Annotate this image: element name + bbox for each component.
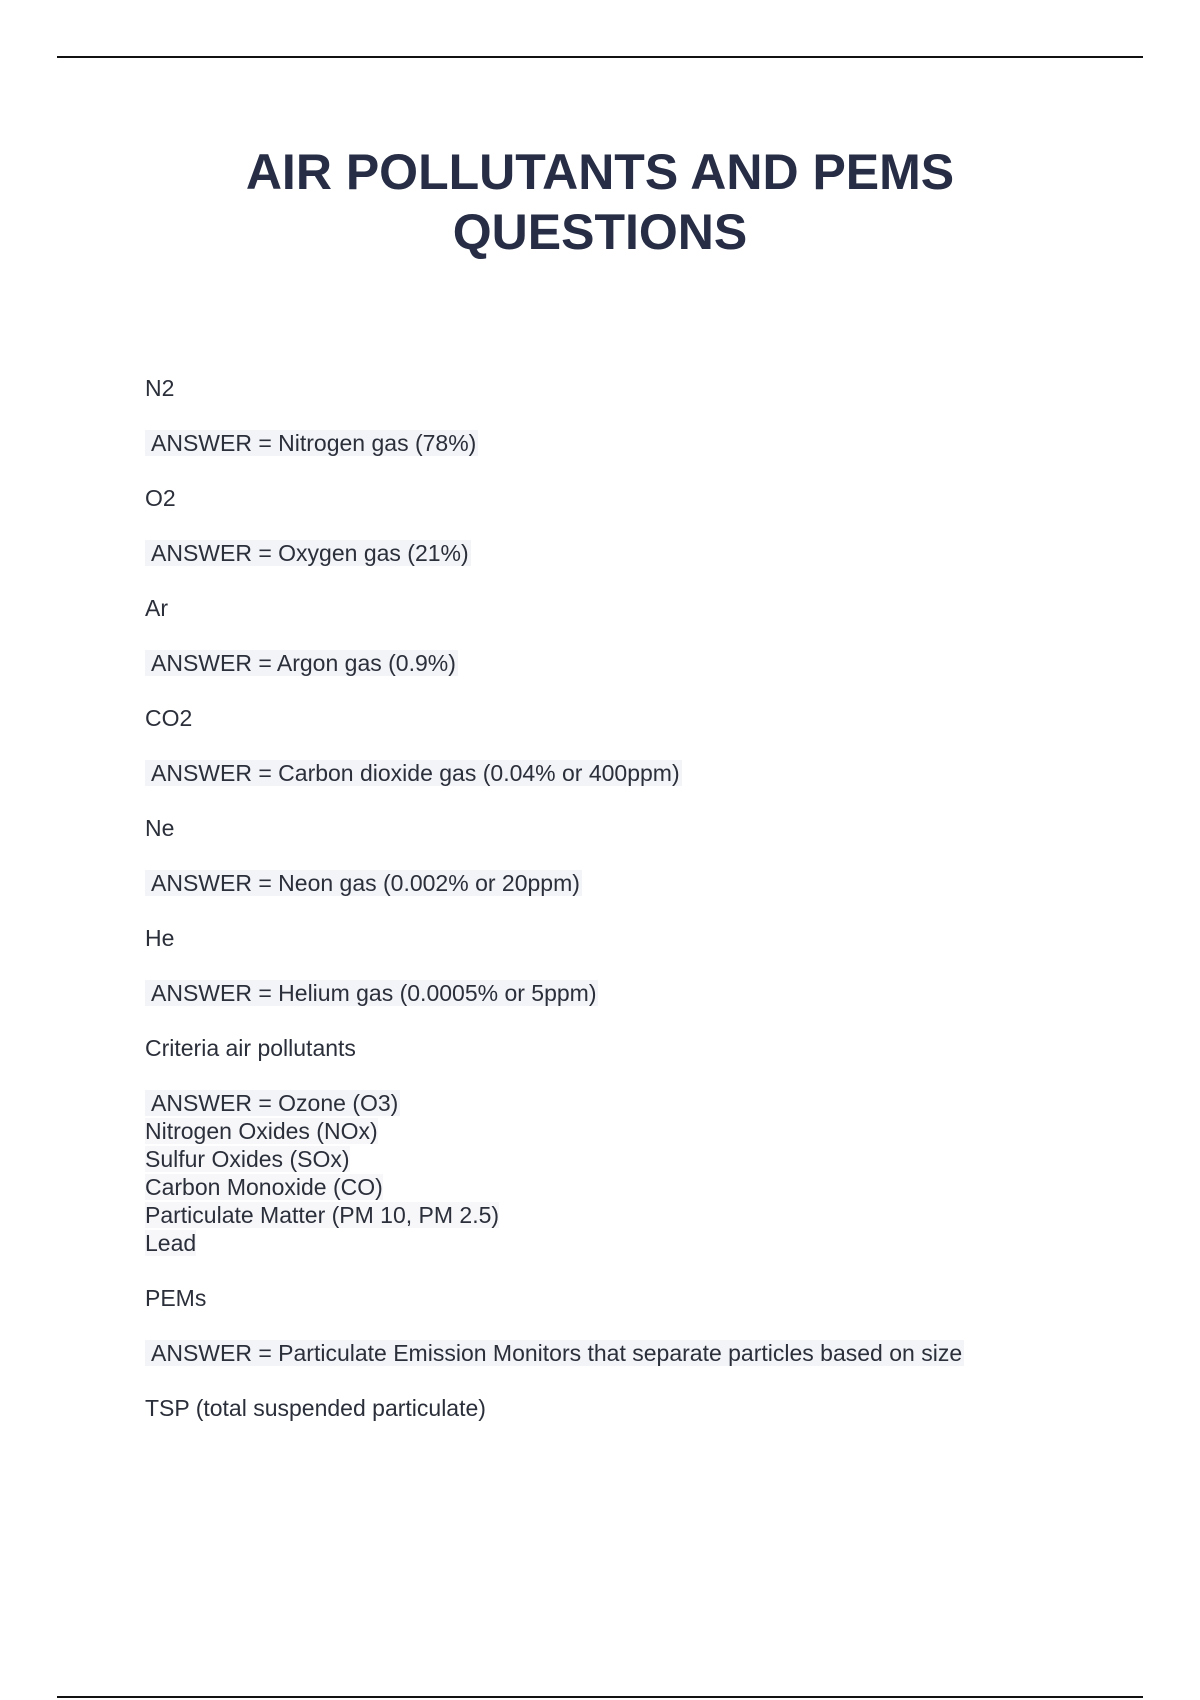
- answer-text: ANSWER = Particulate Emission Monitors that separate particles based on size: [145, 1340, 964, 1366]
- answer-block: [145, 979, 1145, 1007]
- answer-block: [145, 539, 1145, 567]
- question-text: Criteria air pollutants: [145, 1035, 356, 1061]
- answer-text: Nitrogen Oxides (NOx): [145, 1118, 378, 1144]
- question-text: Ne: [145, 815, 175, 841]
- answer-text: Sulfur Oxides (SOx): [145, 1146, 350, 1172]
- answer-line: [145, 759, 1145, 787]
- answer-block: [145, 869, 1145, 897]
- qa-item: [145, 484, 1145, 567]
- answer-block: [145, 759, 1145, 787]
- answer-text: ANSWER = Oxygen gas (21%): [145, 540, 471, 566]
- answer-text: Carbon Monoxide (CO): [145, 1174, 383, 1200]
- qa-item: [145, 924, 1145, 1007]
- answer-line: [145, 429, 1145, 457]
- header-rule: [57, 56, 1143, 58]
- answer-line: [145, 979, 1145, 1007]
- answer-line: [145, 1117, 1145, 1145]
- answer-line: [145, 649, 1145, 677]
- question-text: Ar: [145, 595, 168, 621]
- question-text: O2: [145, 485, 176, 511]
- answer-line: [145, 1201, 1145, 1229]
- question-text: CO2: [145, 705, 193, 731]
- answer-line: [145, 1339, 1145, 1367]
- page-title: [0, 142, 1200, 262]
- answer-text: Particulate Matter (PM 10, PM 2.5): [145, 1202, 500, 1228]
- answer-block: [145, 649, 1145, 677]
- answer-text: ANSWER = Nitrogen gas (78%): [145, 430, 478, 456]
- qa-item: [145, 814, 1145, 897]
- qa-item: [145, 374, 1145, 457]
- answer-text: ANSWER = Argon gas (0.9%): [145, 650, 458, 676]
- answer-line: [145, 1089, 1145, 1117]
- qa-item: [145, 1284, 1145, 1367]
- answer-line: [145, 1229, 1145, 1257]
- answer-line: [145, 539, 1145, 567]
- footer-rule: [57, 1696, 1143, 1698]
- question-text: He: [145, 925, 175, 951]
- answer-text: ANSWER = Neon gas (0.002% or 20ppm): [145, 870, 582, 896]
- question-text: N2: [145, 375, 175, 401]
- question-text: TSP (total suspended particulate): [145, 1395, 486, 1421]
- answer-text: ANSWER = Carbon dioxide gas (0.04% or 400ppm): [145, 760, 682, 786]
- qa-list: [145, 374, 1145, 1449]
- qa-item: [145, 594, 1145, 677]
- answer-block: [145, 1339, 1145, 1367]
- answer-block: [145, 429, 1145, 457]
- answer-text: ANSWER = Helium gas (0.0005% or 5ppm): [145, 980, 598, 1006]
- qa-item: [145, 1394, 1145, 1422]
- answer-block: [145, 1089, 1145, 1257]
- qa-item: [145, 704, 1145, 787]
- title-line-2: QUESTIONS: [452, 204, 748, 260]
- answer-line: [145, 869, 1145, 897]
- answer-text: Lead: [145, 1230, 197, 1256]
- title-line-1: AIR POLLUTANTS AND PEMS: [245, 144, 955, 200]
- qa-item: [145, 1034, 1145, 1257]
- answer-text: ANSWER = Ozone (O3): [145, 1090, 400, 1116]
- answer-line: [145, 1173, 1145, 1201]
- question-text: PEMs: [145, 1285, 207, 1311]
- answer-line: [145, 1145, 1145, 1173]
